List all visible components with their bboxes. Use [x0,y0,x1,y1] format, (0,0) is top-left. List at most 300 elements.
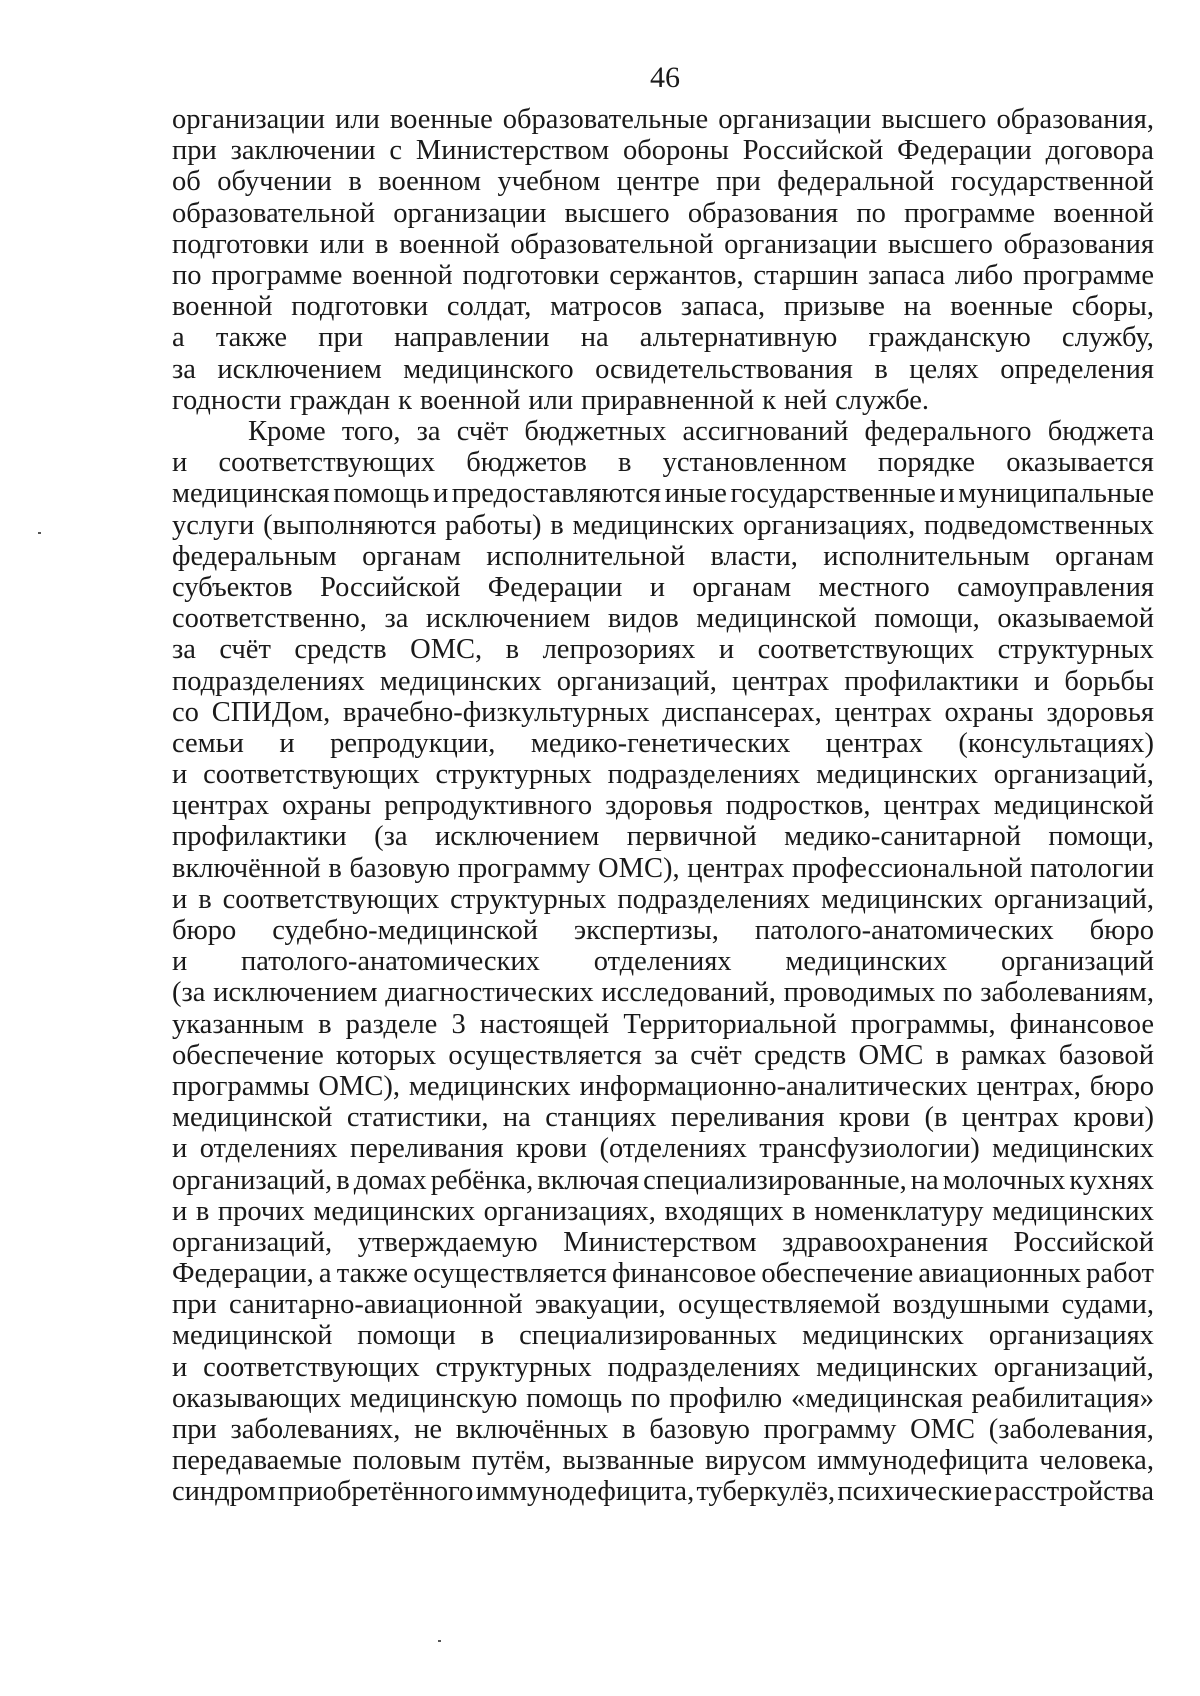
word: санитарно-авиационной [229,1289,523,1321]
word: ОМС, [410,634,483,666]
word: центрах, [976,1070,1081,1102]
word: организаций, [993,759,1154,791]
word: старшин [753,259,859,291]
word: целях [909,353,979,385]
text-line [172,697,1154,728]
word: помощь [526,1382,623,1414]
word: помощи, [1048,821,1154,853]
word: при [172,135,217,167]
word: подготовки [291,291,429,323]
word: заболеваниям, [980,977,1154,1009]
word: на [910,1164,939,1196]
word: запаса [868,259,946,291]
text-line [172,1227,1154,1258]
word: указанным [172,1008,304,1040]
word: а [172,322,185,354]
text-line [172,1009,1154,1040]
word: с [389,135,403,167]
word: включая [537,1164,640,1196]
word: исключением [434,821,600,853]
word: при [172,1289,217,1321]
word: половым [352,1445,461,1477]
word: обучении [217,166,332,198]
word: путём, [471,1445,552,1477]
word: реабилитация» [971,1382,1154,1414]
word: осуществляемой [678,1289,881,1321]
word: центрах [961,1102,1059,1134]
word: в [336,1164,350,1196]
word: матросов [550,291,663,323]
word: борьбы [1064,665,1154,697]
word: подразделениях [607,759,801,791]
word: здравоохранения [782,1226,988,1258]
word: либо [954,259,1014,291]
word: отделениях [199,1133,338,1165]
word: медицинских [785,946,948,978]
word: ОМС), [598,852,680,884]
word: охраны [282,790,372,822]
word: крови) [1073,1102,1154,1134]
text-line [172,728,1154,759]
word: Федерации [897,135,1032,167]
word: заболеваниях, [230,1414,401,1445]
paragraph-military-service [172,104,1154,416]
word: диагностических [385,977,594,1009]
word: и [649,571,666,603]
word: со [172,696,199,728]
word: настоящей [479,1008,610,1040]
word: в [198,883,212,915]
word: медицинской [172,1320,333,1352]
text-line [172,572,1154,603]
word: центрах [172,790,270,822]
word: помощи [357,1320,456,1352]
word: структурных [435,1351,592,1383]
word: организации [724,228,878,260]
word: на [502,1102,531,1134]
word: счёт [456,416,509,447]
word: (в [924,1102,948,1134]
word: также [336,1258,409,1290]
text-line [172,790,1154,821]
word: входящих [664,1195,784,1227]
word: рамках [961,1039,1047,1071]
word: (за [172,977,206,1009]
word: образования [1003,228,1154,260]
text-line [172,135,1154,166]
text-line [172,1352,1154,1383]
word: здоровья [1046,696,1154,728]
word: (консультациях) [958,727,1154,759]
word: за [172,634,196,666]
word: медицинских [408,1070,571,1102]
word: военной [172,291,273,323]
word: туберкулёз, [696,1476,836,1508]
word: Российской [1013,1226,1154,1258]
text-line [172,759,1154,790]
word: соответствующих [203,1351,420,1383]
text-line [172,666,1154,697]
word: помощь [333,478,430,510]
word: программу [763,1414,897,1445]
word: утверждаемую [357,1226,538,1258]
word: исполнительным [823,540,1030,572]
text-line [172,853,1154,884]
word: профилактики [844,665,1019,697]
word: бюджетов [466,447,587,479]
word: военной [419,384,521,416]
word: программы [172,1070,310,1102]
word: подготовки [172,228,309,260]
word: ОМС [910,1414,976,1445]
word: иные [664,478,727,510]
word: соответствующих [222,883,440,915]
word: государственные [730,478,936,510]
word: подразделениях [172,665,365,697]
word: исключением [425,603,591,635]
word: центрах [883,790,981,822]
scan-speck [438,1640,441,1642]
word: авиационных [918,1258,1081,1290]
word: (за [374,821,408,853]
word: и [939,478,955,510]
word: медицинскую [349,1382,518,1414]
word: профилю [669,1382,783,1414]
text-line [172,1289,1154,1320]
word: патолого-анатомических [241,946,540,978]
word: крови [516,1133,588,1165]
word: Кроме [248,416,326,447]
word: военной [399,228,500,260]
word: в [622,1414,636,1445]
word: судебно-медицинской [272,915,538,946]
word: службу, [1061,322,1154,354]
word: лепрозориях [542,634,696,666]
text-line [172,1196,1154,1227]
word: солдат, [446,291,532,323]
word: в [480,1320,495,1352]
word: медико-санитарной [784,821,1021,853]
word: подготовки [462,259,600,291]
word: высшего [887,228,993,260]
word: оказывающих [172,1382,342,1414]
word: ней [783,384,828,416]
word: организаций, [993,883,1154,915]
word: первичной [626,821,757,853]
text-line [172,821,1154,852]
word: включённых [455,1414,609,1445]
word: счёт [219,634,271,666]
word: подразделениях [617,883,811,915]
word: или [528,384,574,416]
word: медицинских [992,1195,1154,1227]
word: в [550,509,564,541]
word: также [215,322,288,354]
word: организаций, [556,665,717,697]
word: и [172,1195,188,1227]
word: домах [353,1164,427,1196]
word: иммунодефицита [817,1445,1029,1477]
text-line [172,541,1154,572]
word: программе [904,197,1036,229]
word: медицинских [821,883,983,915]
word: медицинских [802,1320,964,1352]
word: центре [616,166,700,198]
word: по [943,977,973,1009]
word: медико-генетических [530,727,791,759]
word: организациях, [743,509,916,541]
word: организаций, [172,1226,333,1258]
word: судами, [1061,1289,1154,1321]
word: и [718,634,735,666]
word: организаций, [172,1164,333,1196]
word: профилактики [172,821,347,853]
word: исследований, [601,977,776,1009]
text-line [172,385,1154,416]
word: власти, [710,540,798,572]
text-line [172,1383,1154,1414]
word: при [716,166,761,198]
word: расстройства [994,1476,1154,1508]
word: информационно-аналитических [579,1070,968,1102]
word: в [328,852,342,884]
word: человека, [1039,1445,1154,1477]
word: обороны [623,135,729,167]
word: исключением [213,977,378,1009]
word: того, [341,416,401,447]
word: гражданскую [868,322,1031,354]
word: службе. [835,384,930,416]
text-line [172,416,1154,447]
word: федеральной [777,166,935,198]
word: высшего [881,104,987,135]
word: (выполняются [263,509,437,541]
word: образовательной [510,228,714,260]
word: годности [172,384,282,416]
word: в [792,1195,806,1227]
word: счёт [690,1039,742,1071]
word: высшего [564,197,670,229]
word: работ [1086,1258,1154,1290]
word: за [384,603,409,635]
text-line [172,946,1154,977]
text-line [172,510,1154,541]
word: медицинских [379,665,542,697]
word: в [348,166,362,198]
word: трансфузиологии) [759,1133,980,1165]
word: Федерации, [172,1258,314,1290]
word: местного [818,571,930,603]
word: федерального [864,416,1032,447]
word: субъектов [172,571,293,603]
word: в [935,1039,950,1071]
word: вызванные [562,1445,695,1477]
word: граждан [289,384,391,416]
word: оказываемой [997,603,1154,635]
word: и [172,1133,188,1165]
word: семьи [172,727,244,759]
word: органам [692,571,792,603]
word: договора [1045,135,1154,167]
word: средств [294,634,387,666]
word: освидетельствования [595,353,853,385]
word: в [618,447,632,479]
word: видов [607,603,679,635]
word: и [172,759,188,791]
word: здоровья [605,790,713,822]
word: Федерации [487,571,623,603]
word: государственной [950,166,1154,198]
word: установленном [662,447,847,479]
word: разделе [345,1008,438,1040]
text-line [172,104,1154,135]
word: переливания [670,1102,825,1134]
word: подростков, [725,790,871,822]
word: органам [1055,540,1154,572]
text-line [172,1445,1154,1476]
word: прочих [217,1195,305,1227]
word: медицинского [403,353,574,385]
word: проводимых [783,977,936,1009]
word: центрах [732,665,830,697]
word: организации [393,197,547,229]
word: которых [335,1039,437,1071]
text-line [172,260,1154,291]
word: центрах [825,727,923,759]
text-line [172,603,1154,634]
word: медицинская [172,478,330,510]
word: ОМС), [318,1070,400,1102]
text-line [172,915,1154,946]
word: программе [211,259,343,291]
word: сержантов, [609,259,744,291]
word: исключением [217,353,382,385]
word: за [172,353,196,385]
text-line [172,977,1154,1008]
word: эвакуации, [534,1289,666,1321]
text-line [172,1071,1154,1102]
word: патологии [1030,852,1154,884]
word: в [318,1008,332,1040]
word: в [375,228,389,260]
word: при [172,1414,217,1445]
word: а [318,1258,332,1290]
text-line [172,198,1154,229]
text-line [172,1320,1154,1351]
word: за [654,1039,679,1071]
word: предоставляются [451,478,662,510]
text-line [172,229,1154,260]
word: медицинских [816,1351,978,1383]
word: организациях, [483,1195,656,1227]
word: федеральным [172,540,337,572]
word: медицинской [993,790,1154,822]
word: образовательные [502,104,709,135]
word: кухнях [1069,1164,1154,1196]
word: организации [172,104,326,135]
word: и [172,883,188,915]
word: осуществляется [413,1258,607,1290]
word: услуги [172,509,255,541]
word: программу [457,852,591,884]
word: организаций, [993,1351,1154,1383]
word: медицинских [313,1195,476,1227]
word: профессиональной [792,852,1023,884]
word: и [172,1351,188,1383]
word: соответствующих [757,634,975,666]
word: станциях [545,1102,657,1134]
text-line [172,1040,1154,1071]
word: средств [753,1039,847,1071]
word: соответствующих [218,447,436,479]
word: отделениях [593,946,732,978]
word: (отделениях [599,1133,747,1165]
word: к [398,384,412,416]
word: бюджетных [524,416,667,447]
word: за [416,416,441,447]
text-line [172,1258,1154,1289]
word: по [631,1382,661,1414]
word: программе [1022,259,1154,291]
word: призыве [783,291,885,323]
word: приобретённого [277,1476,474,1508]
paragraph-budget-funding [172,416,1154,1508]
word: бюро [1089,1070,1154,1102]
word: на [580,322,609,354]
word: соответственно, [172,603,367,635]
word: медицинской [696,603,857,635]
word: ОМС [858,1039,924,1071]
word: по [172,259,202,291]
text-line [172,1102,1154,1133]
word: оказывается [1006,447,1154,479]
text-line [172,884,1154,915]
word: структурных [997,634,1154,666]
word: военной [352,259,453,291]
word: военном [378,166,482,198]
word: и [172,447,188,479]
text-line [172,322,1154,353]
text-line [172,166,1154,197]
word: ребёнка, [430,1164,534,1196]
word: «медицинская [790,1382,963,1414]
word: образовательной [172,197,376,229]
word: 3 [451,1008,466,1040]
word: базовую [649,1414,750,1445]
word: и [279,727,295,759]
word: Министерством [415,135,610,167]
word: бюро [172,915,237,946]
word: запаса, [680,291,766,323]
word: иммунодефицита, [475,1476,695,1508]
word: переливания [349,1133,504,1165]
word: бюро [1089,915,1154,946]
word: Российской [319,571,461,603]
word: муниципальные [958,478,1154,510]
text-line [172,354,1154,385]
word: бюджета [1047,416,1154,447]
word: работы) [445,509,542,541]
word: центрах [687,852,785,884]
word: молочных [942,1164,1066,1196]
word: организации [718,104,872,135]
word: помощи, [874,603,980,635]
word: воздушными [892,1289,1050,1321]
word: финансовое [1009,1008,1154,1040]
text-line [172,478,1154,509]
word: диспансерах, [662,696,822,728]
word: центрах [834,696,932,728]
